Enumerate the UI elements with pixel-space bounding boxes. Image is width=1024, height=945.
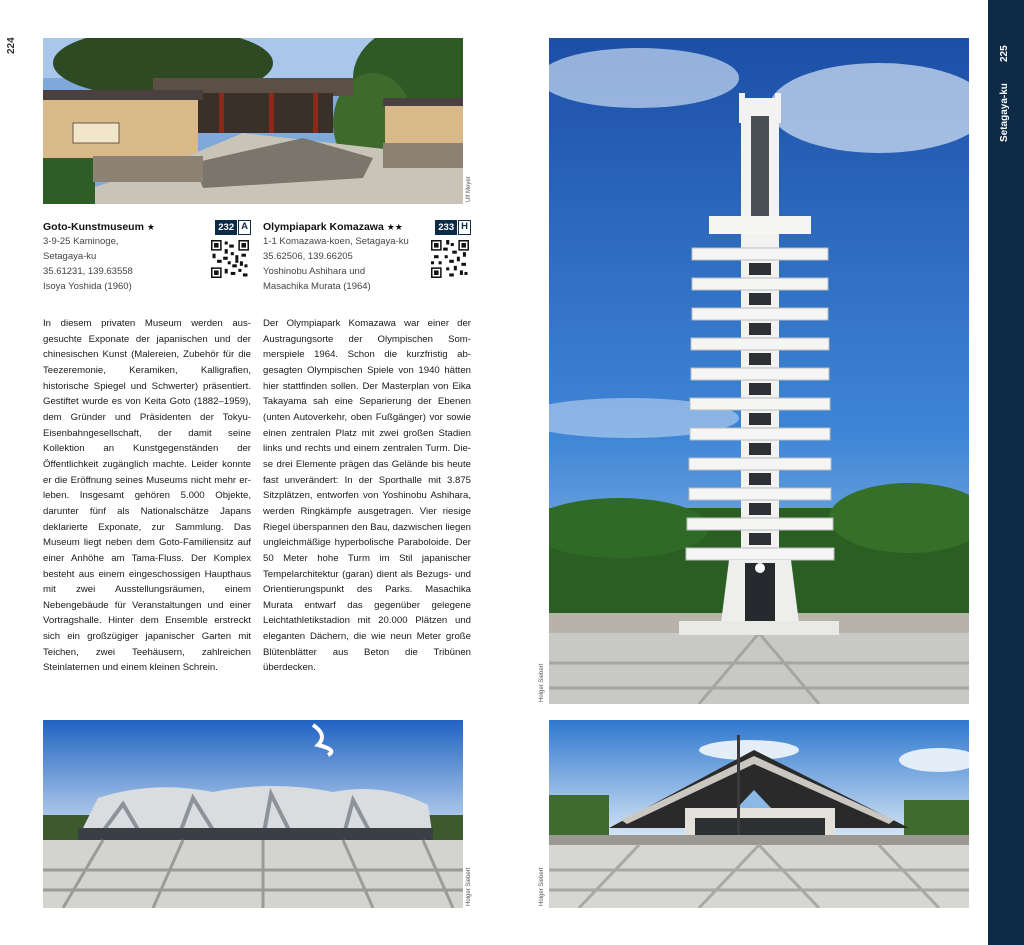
district-label: Setagaya-ku xyxy=(999,83,1010,142)
entry-number-badge xyxy=(215,220,251,235)
entry-map-letter: H xyxy=(458,220,471,235)
museum-photo-credit: Ulf Meyer xyxy=(466,176,472,202)
entry-architect: Yoshinobu Ashihara und xyxy=(263,266,366,277)
qr-code-icon[interactable] xyxy=(431,240,469,278)
rating-stars: ★ xyxy=(146,222,155,232)
entry-number: 232 xyxy=(215,220,237,235)
entry-address-line: Setagaya-ku xyxy=(43,251,97,262)
entry-coordinates: 35.62506, 139.66205 xyxy=(263,251,353,262)
gymnasium-photo-credit: Holger Siebert xyxy=(466,867,472,906)
entry-map-letter: A xyxy=(238,220,251,235)
pagoda-tower-photo xyxy=(549,38,969,704)
entry-address-line: 1-1 Komazawa-koen, Setagaya-ku xyxy=(263,236,409,247)
entry-olympiapark xyxy=(263,220,471,302)
entry-coordinates: 35.61231, 139.63558 xyxy=(43,266,133,277)
rating-stars: ★★ xyxy=(386,222,403,232)
entry-number: 233 xyxy=(435,220,457,235)
qr-code-icon[interactable] xyxy=(211,240,249,278)
entry-architect: Masachika Murata (1964) xyxy=(263,281,371,292)
hall-photo-credit: Holger Siebert xyxy=(539,867,545,906)
entry-description-goto: In diesem privaten Museum werden ausgesuchte Exponate der japanischen und der chinesischen Kunst (Malereien, Zubehör für die Teezeremonie, Keramiken, Kalligrafien, historische Spiegel und Schwerter) präsentiert. Gestiftet wurde es von Keita Goto (1882–1959), dem Gründer und Präsidenten der Tokyu-Eisenbahngesellschaft, der damit seine Kollektion an Kunstgegenständen der Öffentlichkeit zugänglich machte. Leider konnte er die Eröffnung seines Museums nicht mehr erleben. Insgesamt gehören 5.000 Objekte, darunter fünf als Nationalschätze Japans deklarierte Exponate, zur Sammlung. Das Museum liegt neben dem Goto-Familiensitz auf einer Anhöhe am Tama-Fluss. Der Komplex besteht aus einem eingeschossigen Haupthaus mit zwei Ausstellungsräumen, einem Nebengebäude für Veranstaltungen und einer Vortragshalle. Hinter dem Ensemble erstreckt sich ein großzügiger japanischer Garten mit Teichen, zwei Teehäusern, zahlreichen Steinlaternen und einem kleinen Schrein. xyxy=(43,318,251,674)
page-number-left: 224 xyxy=(6,37,17,54)
gymnasium-photo xyxy=(43,720,463,908)
entry-description-olympiapark: Der Olympiapark Komazawa war einer der Austragungsorte der Olympischen Sommerspiele 1964. Schon die kurzfristig abgesagten Olympischen Spiele von 1940 hätten hier stattfinden sollen. Der Masterplan von Eika Takayama sah eine Separierung der Ebenen (unten Autoverkehr, oben Fußgänger) vor sowie einen zentralen Platz mit zwei großen Stadien links und rechts und einem zentralen Turm. Diese drei Elemente prägen das Gelände bis heute fast unverändert: In der Sporthalle mit 3.875 Sitzplätzen, entworfen von Yoshinobu Ashihara, werden Ringkämpfe ausgetragen. Vier riesige Riegel überspannen den Bau, dazwischen liegen ungleichmäßige hyperbolische Paraboloide. Der 50 Meter hohe Turm im Stil japanischer Tempelarchitektur (garan) dient als Bezugs- und Orientierungspunkt des Parks. Masachika Murata entwarf das gegenüber gelegene Leichtathletikstadion mit 20.000 Plätzen und eleganten Dächern, die wie neun Meter große Blütenblätter aus Beton die Tribünen überdecken. xyxy=(263,318,472,674)
museum-photo xyxy=(43,38,463,204)
entry-title: Olympiapark Komazawa ★★ xyxy=(263,221,403,233)
entry-architect: Isoya Yoshida (1960) xyxy=(43,281,132,292)
entry-address-line: 3-9-25 Kaminoge, xyxy=(43,236,119,247)
entry-goto-museum xyxy=(43,220,251,302)
hall-photo xyxy=(549,720,969,908)
tower-photo-credit: Holger Siebert xyxy=(539,663,545,702)
entry-number-badge xyxy=(435,220,471,235)
page-number-right: 225 xyxy=(999,45,1010,62)
district-sidebar xyxy=(988,0,1024,945)
entry-title: Goto-Kunstmuseum ★ xyxy=(43,221,155,233)
